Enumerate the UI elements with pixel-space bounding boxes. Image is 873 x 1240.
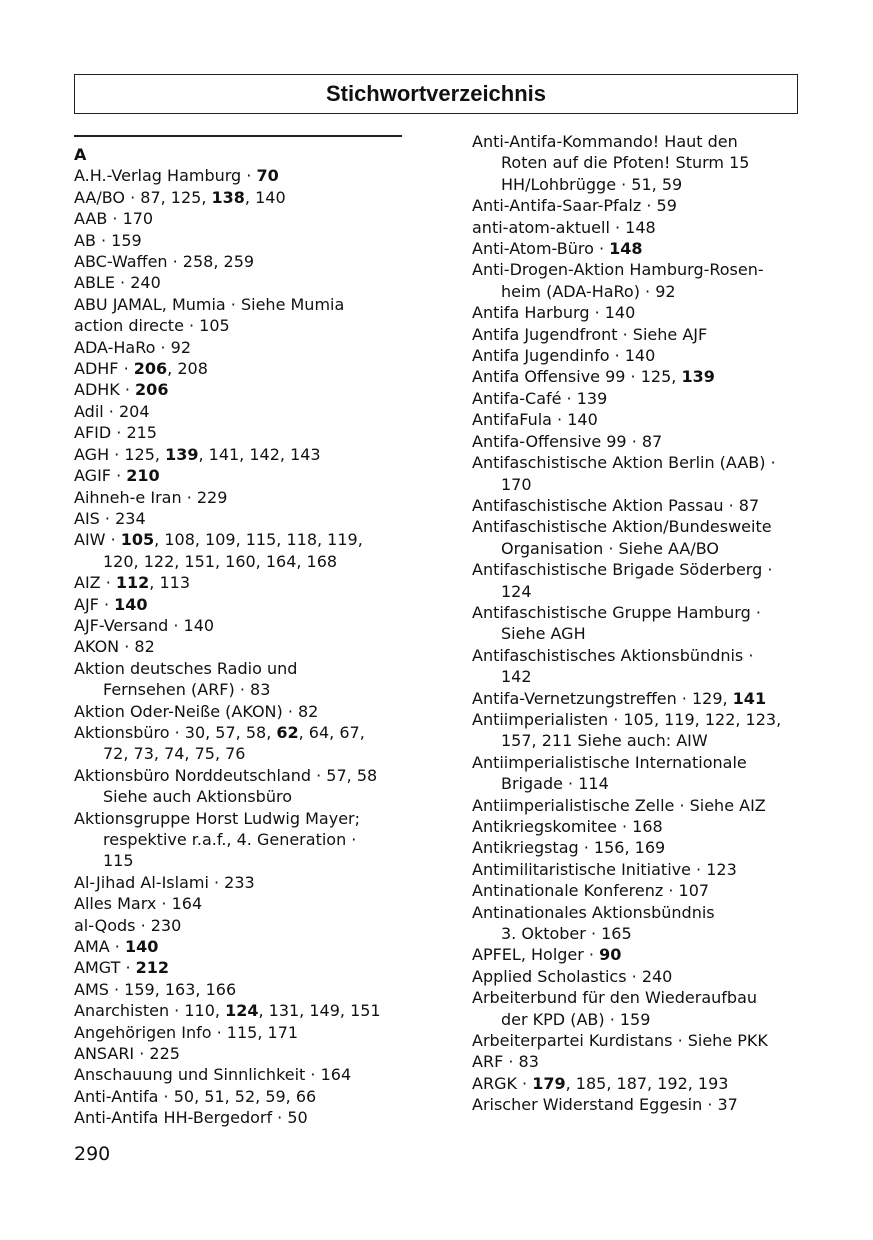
entry-line <box>472 1030 802 1051</box>
entry-text: ADHK · <box>74 380 136 400</box>
entry-line <box>74 508 409 529</box>
entry-text: AIZ · <box>74 573 116 593</box>
index-entry <box>74 1043 409 1064</box>
index-entry <box>472 217 802 238</box>
index-entry <box>472 688 802 709</box>
index-entry <box>472 516 802 559</box>
entry-text: Brigade · 114 <box>501 774 609 794</box>
index-entry <box>74 272 409 293</box>
index-entry <box>472 366 802 387</box>
entry-line <box>74 1064 409 1085</box>
right-entry-list <box>472 131 802 1116</box>
entry-text: AMS · 159, 163, 166 <box>74 979 237 999</box>
main-page-reference: 210 <box>126 466 160 486</box>
entry-continuation-line <box>472 174 802 195</box>
index-entry <box>74 529 409 572</box>
entry-continuation-line <box>472 923 802 944</box>
index-entry <box>74 636 409 657</box>
entry-text: AA/BO · 87, 125, <box>74 187 212 207</box>
entry-text: Antifa Harburg · 140 <box>472 303 636 323</box>
entry-text: Aktion deutsches Radio und <box>74 658 298 678</box>
entry-line <box>472 1073 802 1094</box>
entry-text: Anti-Antifa-Kommando! Haut den <box>472 132 738 151</box>
index-entry <box>74 165 409 186</box>
entry-line <box>74 636 409 657</box>
main-page-reference: 90 <box>599 945 622 965</box>
main-page-reference: 206 <box>135 380 169 400</box>
entry-line <box>74 722 409 743</box>
main-page-reference: 179 <box>532 1073 566 1093</box>
entry-text: Antifa-Offensive 99 · 87 <box>472 431 663 451</box>
main-page-reference: 139 <box>165 444 199 464</box>
entry-line <box>74 444 409 465</box>
index-entry <box>472 709 802 752</box>
index-entry <box>472 602 802 645</box>
entry-continuation-line <box>472 623 802 644</box>
entry-text: 124 <box>501 581 532 601</box>
index-entry <box>472 944 802 965</box>
entry-text: al-Qods · 230 <box>74 915 182 935</box>
entry-line <box>472 880 802 901</box>
entry-text: , 140 <box>244 187 286 207</box>
entry-text: 115 <box>103 851 134 871</box>
entry-line <box>74 379 409 400</box>
entry-text: Antifa-Café · 139 <box>472 388 608 408</box>
entry-text: Anti-Antifa · 50, 51, 52, 59, 66 <box>74 1086 317 1106</box>
entry-text: Arischer Widerstand Eggesin · 37 <box>472 1095 738 1115</box>
entry-line <box>472 1051 802 1072</box>
entry-text: , 113 <box>149 573 191 593</box>
entry-line <box>472 966 802 987</box>
index-entry <box>472 431 802 452</box>
entry-text: Antifa-Vernetzungstreffen · 129, <box>472 688 733 708</box>
entry-line <box>472 559 802 580</box>
entry-line <box>74 893 409 914</box>
entry-line <box>472 431 802 452</box>
entry-text: Antifa Offensive 99 · 125, <box>472 367 682 387</box>
entry-text: ABU JAMAL, Mumia · Siehe Mumia <box>74 294 345 314</box>
entry-line <box>74 915 409 936</box>
entry-continuation-line <box>74 829 409 850</box>
entry-line <box>472 302 802 323</box>
entry-text: ANSARI · 225 <box>74 1044 180 1064</box>
entry-line <box>472 1094 802 1115</box>
entry-line <box>472 602 802 623</box>
index-entry <box>74 872 409 893</box>
index-entry <box>74 337 409 358</box>
index-entry <box>74 379 409 400</box>
section-divider <box>74 135 402 137</box>
index-entry <box>74 615 409 636</box>
entry-line <box>472 452 802 473</box>
entry-text: Organisation · Siehe AA/BO <box>501 538 720 558</box>
entry-text: anti-atom-aktuell · 148 <box>472 217 656 237</box>
entry-line <box>472 645 802 666</box>
entry-line <box>472 987 802 1008</box>
entry-line <box>74 572 409 593</box>
index-entry <box>472 645 802 688</box>
page-title: Stichwortverzeichnis <box>325 81 547 106</box>
index-entry <box>472 966 802 987</box>
entry-text: Anti-Drogen-Aktion Hamburg-Rosen- <box>472 260 764 280</box>
entry-text: Antifaschistische Aktion Berlin (AAB) · <box>472 453 776 473</box>
entry-text: HH/Lohbrügge · 51, 59 <box>501 174 683 194</box>
entry-line <box>74 358 409 379</box>
entry-text: Antifaschistische Aktion Passau · 87 <box>472 495 760 515</box>
entry-line <box>74 1107 409 1128</box>
entry-continuation-line <box>74 743 409 764</box>
index-entry <box>74 594 409 615</box>
left-index-column <box>74 144 409 1129</box>
index-entry <box>74 808 409 872</box>
entry-text: Aktionsgruppe Horst Ludwig Mayer; <box>74 808 360 828</box>
entry-text: Antifaschistische Aktion/Bundesweite <box>472 517 772 537</box>
entry-text: AGIF · <box>74 466 127 486</box>
index-entry <box>74 401 409 422</box>
entry-text: ARF · 83 <box>472 1052 539 1072</box>
entry-text: Anti-Antifa-Saar-Pfalz · 59 <box>472 196 677 216</box>
main-page-reference: 140 <box>114 594 148 614</box>
index-entry <box>74 957 409 978</box>
index-entry <box>74 422 409 443</box>
left-entry-list <box>74 165 409 1128</box>
index-entry <box>472 238 802 259</box>
entry-line <box>472 944 802 965</box>
entry-text: Antimilitaristische Initiative · 123 <box>472 859 737 879</box>
index-entry <box>472 816 802 837</box>
entry-line <box>74 1043 409 1064</box>
index-entry <box>472 302 802 323</box>
entry-text: Anti-Antifa HH-Bergedorf · 50 <box>74 1108 308 1128</box>
main-page-reference: 139 <box>681 367 715 387</box>
index-entry <box>472 559 802 602</box>
entry-line <box>74 936 409 957</box>
main-page-reference: 138 <box>211 187 245 207</box>
entry-line <box>472 195 802 216</box>
entry-text: der KPD (AB) · 159 <box>501 1009 651 1029</box>
index-entry <box>472 859 802 880</box>
entry-text: AGH · 125, <box>74 444 166 464</box>
entry-text: Applied Scholastics · 240 <box>472 966 673 986</box>
index-entry <box>74 1000 409 1021</box>
entry-line <box>74 1086 409 1107</box>
index-entry <box>74 701 409 722</box>
entry-text: Anschauung und Sinnlichkeit · 164 <box>74 1065 352 1085</box>
entry-text: Al-Jihad Al-Islami · 233 <box>74 872 255 892</box>
entry-line <box>472 752 802 773</box>
entry-line <box>472 388 802 409</box>
index-entry <box>472 1030 802 1051</box>
index-entry <box>74 294 409 315</box>
index-entry <box>74 444 409 465</box>
entry-text: 157, 211 Siehe auch: AIW <box>501 731 708 751</box>
entry-text: AJF-Versand · 140 <box>74 615 215 635</box>
entry-text: Adil · 204 <box>74 401 150 421</box>
entry-line <box>472 131 802 152</box>
index-entry <box>74 208 409 229</box>
index-entry <box>74 915 409 936</box>
index-entry <box>472 324 802 345</box>
main-page-reference: 112 <box>115 573 150 593</box>
entry-text: Siehe auch Aktionsbüro <box>103 787 292 807</box>
entry-line <box>74 165 409 186</box>
index-entry <box>74 936 409 957</box>
entry-line <box>74 701 409 722</box>
entry-line <box>74 658 409 679</box>
entry-text: Fernsehen (ARF) · 83 <box>103 680 271 700</box>
entry-text: 72, 73, 74, 75, 76 <box>103 744 246 764</box>
main-page-reference: 105 <box>120 530 155 550</box>
entry-continuation-line <box>472 538 802 559</box>
entry-text: Antifa Jugendinfo · 140 <box>472 346 656 366</box>
entry-text: , 108, 109, 115, 118, 119, <box>154 530 363 550</box>
index-entry <box>472 837 802 858</box>
main-page-reference: 70 <box>256 166 279 186</box>
index-entry <box>472 902 802 945</box>
entry-line <box>472 816 802 837</box>
main-page-reference: 140 <box>124 937 159 957</box>
entry-text: ABLE · 240 <box>74 273 161 293</box>
entry-text: Arbeiterbund für den Wiederaufbau <box>472 988 758 1008</box>
index-entry <box>472 1073 802 1094</box>
index-entry <box>74 722 409 765</box>
entry-text: AJF · <box>74 594 115 614</box>
index-entry <box>74 765 409 808</box>
entry-text: AAB · 170 <box>74 209 154 229</box>
entry-text: Arbeiterpartei Kurdistans · Siehe PKK <box>472 1031 768 1051</box>
entry-line <box>472 709 802 730</box>
entry-text: Aktion Oder-Neiße (AKON) · 82 <box>74 701 319 721</box>
entry-line <box>472 259 802 280</box>
index-entry <box>74 1022 409 1043</box>
index-entry <box>472 1051 802 1072</box>
entry-line <box>472 238 802 259</box>
entry-text: Alles Marx · 164 <box>74 894 203 914</box>
entry-continuation-line <box>472 1009 802 1030</box>
entry-text: action directe · 105 <box>74 316 230 336</box>
index-entry <box>74 979 409 1000</box>
entry-text: AKON · 82 <box>74 637 155 657</box>
entry-text: AMA · <box>74 937 125 957</box>
entry-line <box>74 401 409 422</box>
main-page-reference: 62 <box>276 722 299 742</box>
index-entry <box>74 572 409 593</box>
entry-text: Antinationale Konferenz · 107 <box>472 881 710 901</box>
entry-text: Angehörigen Info · 115, 171 <box>74 1022 299 1042</box>
entry-line <box>472 324 802 345</box>
entry-line <box>74 1022 409 1043</box>
entry-line <box>74 979 409 1000</box>
entry-line <box>74 872 409 893</box>
entry-text: AIS · 234 <box>74 508 146 528</box>
index-entry <box>74 230 409 251</box>
entry-text: , 131, 149, 151 <box>258 1001 381 1021</box>
index-entry <box>74 465 409 486</box>
entry-continuation-line <box>74 551 409 572</box>
entry-text: AFID · 215 <box>74 423 157 443</box>
index-entry <box>74 1107 409 1128</box>
index-entry <box>472 452 802 495</box>
entry-text: ABC-Waffen · 258, 259 <box>74 252 255 272</box>
entry-text: ADHF · <box>74 359 134 379</box>
section-letter: A <box>74 145 87 164</box>
entry-line <box>74 594 409 615</box>
main-page-reference: 124 <box>225 1001 259 1021</box>
entry-text: A.H.-Verlag Hamburg · <box>74 166 257 186</box>
entry-line <box>74 208 409 229</box>
entry-text: , 141, 142, 143 <box>198 444 321 464</box>
index-entry <box>472 388 802 409</box>
entry-line <box>472 688 802 709</box>
entry-text: Anarchisten · 110, <box>74 1001 226 1021</box>
index-entry <box>74 358 409 379</box>
index-entry <box>472 345 802 366</box>
entry-continuation-line <box>472 666 802 687</box>
index-entry <box>74 315 409 336</box>
entry-continuation-line <box>74 850 409 871</box>
entry-text: , 185, 187, 192, 193 <box>565 1073 729 1093</box>
entry-line <box>74 529 409 550</box>
index-entry <box>472 1094 802 1115</box>
index-title-box <box>74 74 798 114</box>
entry-text: heim (ADA-HaRo) · 92 <box>501 281 676 301</box>
entry-line <box>74 957 409 978</box>
entry-text: Antiimperialisten · 105, 119, 122, 123, <box>472 709 782 729</box>
entry-text: Aktionsbüro · 30, 57, 58, <box>74 722 277 742</box>
entry-line <box>74 765 409 786</box>
index-entry <box>472 195 802 216</box>
entry-text: Anti-Atom-Büro · <box>472 239 610 259</box>
entry-line <box>472 837 802 858</box>
entry-text: Antikriegskomitee · 168 <box>472 817 663 836</box>
entry-line <box>74 337 409 358</box>
entry-continuation-line <box>472 152 802 173</box>
index-entry <box>74 1064 409 1085</box>
entry-continuation-line <box>74 786 409 807</box>
index-entry <box>472 131 802 195</box>
entry-line <box>74 615 409 636</box>
entry-line <box>74 422 409 443</box>
index-entry <box>74 251 409 272</box>
index-entry <box>472 987 802 1030</box>
main-page-reference: 148 <box>609 239 643 259</box>
entry-text: Antifaschistische Brigade Söderberg · <box>472 560 773 580</box>
entry-text: Aktionsbüro Norddeutschland · 57, 58 <box>74 765 378 785</box>
main-page-reference: 141 <box>732 688 767 708</box>
entry-continuation-line <box>472 281 802 302</box>
entry-continuation-line <box>74 679 409 700</box>
entry-continuation-line <box>472 730 802 751</box>
entry-line <box>472 795 802 816</box>
index-entry <box>74 187 409 208</box>
entry-line <box>472 516 802 537</box>
index-entry <box>472 752 802 795</box>
entry-line <box>74 1000 409 1021</box>
entry-line <box>472 366 802 387</box>
entry-line <box>472 495 802 516</box>
entry-text: 120, 122, 151, 160, 164, 168 <box>103 551 338 571</box>
index-entry <box>472 495 802 516</box>
index-entry <box>472 259 802 302</box>
entry-line <box>74 230 409 251</box>
entry-text: Antiimperialistische Internationale <box>472 752 747 772</box>
entry-text: ARGK · <box>472 1073 533 1093</box>
entry-continuation-line <box>472 581 802 602</box>
right-index-column <box>472 131 802 1116</box>
entry-text: , 64, 67, <box>298 722 365 742</box>
entry-line <box>472 409 802 430</box>
entry-line <box>472 902 802 923</box>
entry-line <box>472 345 802 366</box>
entry-line <box>472 859 802 880</box>
index-entry <box>472 409 802 430</box>
main-page-reference: 212 <box>135 958 170 978</box>
entry-line <box>74 487 409 508</box>
entry-text: 170 <box>501 474 532 494</box>
entry-text: AntifaFula · 140 <box>472 410 598 430</box>
page-number: 290 <box>74 1143 111 1165</box>
entry-text: respektive r.a.f., 4. Generation · <box>103 830 357 849</box>
entry-text: 142 <box>501 667 532 687</box>
entry-text: ADA-HaRo · 92 <box>74 337 191 357</box>
index-entry <box>74 508 409 529</box>
entry-line <box>74 315 409 336</box>
index-entry <box>74 893 409 914</box>
entry-text: Roten auf die Pfoten! Sturm 15 <box>501 153 750 173</box>
entry-text: Aihneh-e Iran · 229 <box>74 487 228 507</box>
entry-text: Antifa Jugendfront · Siehe AJF <box>472 324 708 344</box>
main-page-reference: 206 <box>133 359 168 379</box>
entry-text: Antikriegstag · 156, 169 <box>472 838 666 858</box>
entry-text: Antifaschistische Gruppe Hamburg · <box>472 602 761 622</box>
entry-text: Antinationales Aktionsbündnis <box>472 902 715 922</box>
index-entry <box>74 658 409 701</box>
entry-continuation-line <box>472 773 802 794</box>
index-entry <box>472 795 802 816</box>
entry-line <box>74 251 409 272</box>
entry-text: AB · 159 <box>74 230 142 250</box>
entry-text: 3. Oktober · 165 <box>501 924 632 944</box>
entry-text: Antifaschistisches Aktionsbündnis · <box>472 645 754 665</box>
entry-continuation-line <box>472 474 802 495</box>
entry-text: Siehe AGH <box>501 624 586 644</box>
index-entry <box>74 487 409 508</box>
entry-line <box>74 465 409 486</box>
entry-line <box>74 294 409 315</box>
entry-text: AMGT · <box>74 958 136 978</box>
entry-line <box>74 187 409 208</box>
index-entry <box>472 880 802 901</box>
entry-line <box>472 217 802 238</box>
entry-text: Antiimperialistische Zelle · Siehe AIZ <box>472 795 766 815</box>
entry-text: APFEL, Holger · <box>472 945 600 965</box>
entry-text: , 208 <box>167 359 208 379</box>
entry-line <box>74 808 409 829</box>
index-entry <box>74 1086 409 1107</box>
entry-line <box>74 272 409 293</box>
entry-text: AIW · <box>74 530 121 550</box>
